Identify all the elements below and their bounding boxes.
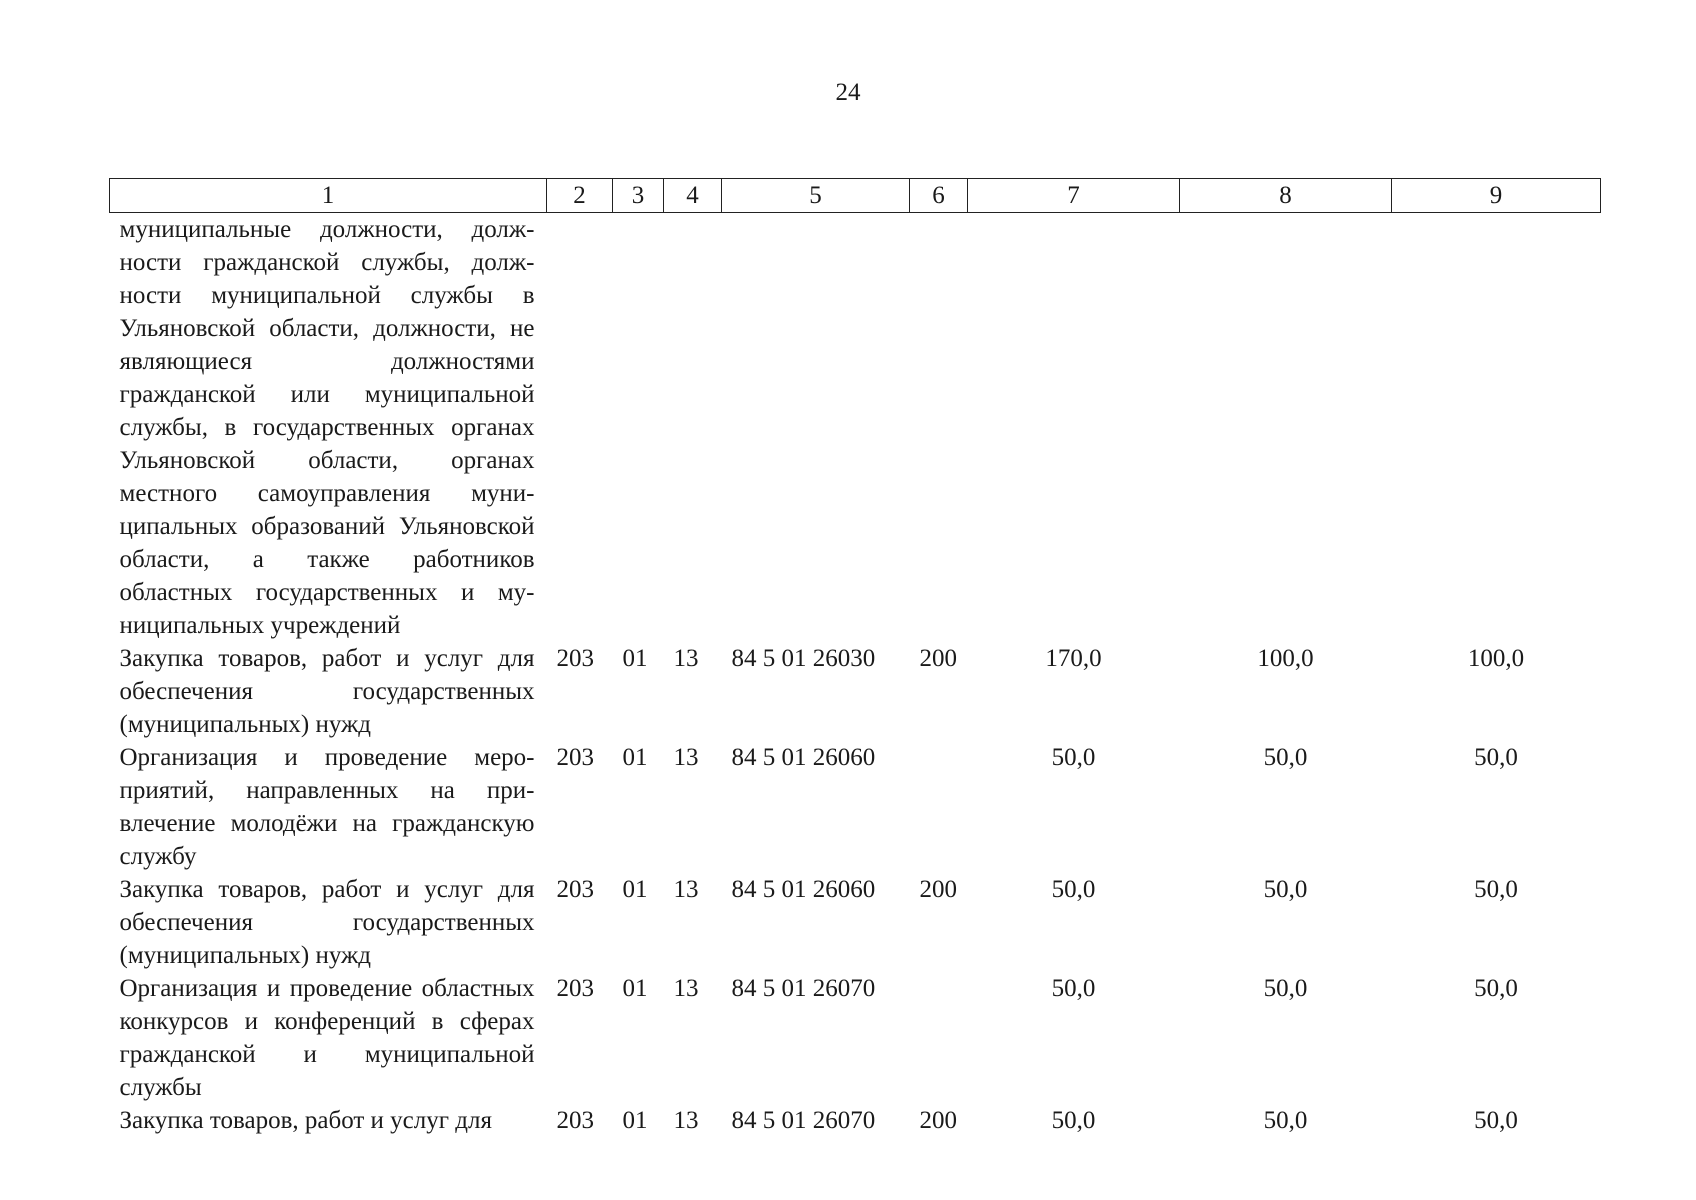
expense-type-code: 200 [919,876,957,903]
target-article-code: 84 5 01 26060 [731,744,876,771]
column-header-1: 1 [110,179,547,213]
amount-col9: 100,0 [1467,645,1525,672]
section-code: 01 [622,876,648,903]
row-description: Закупка товаров, работ и услуг для [119,1107,492,1134]
column-header-4: 4 [664,179,722,213]
amount-col7: 170,0 [1045,645,1102,672]
column-header-2: 2 [547,179,613,213]
row-description: муниципальные должности, должности гражданской службы, должности муниципальной службы в Ульяновской области, должности, не являющиеся должностями гражданской или муниципальной службы, в государственных органах Ульяновской области, органах местного самоуправления муниципальных образований Ульяновской области, а также работников областных государственных и муниципальных учреждений [119,216,535,639]
column-header-6: 6 [910,179,968,213]
admin-code: 203 [556,744,594,771]
column-header-5: 5 [722,179,910,213]
table-row [110,213,1601,643]
amount-col7: 50,0 [1051,744,1096,771]
budget-table [109,178,1601,1137]
page-number: 24 [835,79,861,106]
table-row [110,1104,1601,1137]
target-article-code: 84 5 01 26070 [731,1107,876,1134]
table-row [110,873,1601,972]
target-article-code: 84 5 01 26070 [731,975,876,1002]
admin-code: 203 [556,876,594,903]
expense-type-code [910,972,968,1104]
section-code: 01 [622,1107,648,1134]
subsection-code: 13 [673,744,699,771]
table-row [110,642,1601,741]
amount-col7: 50,0 [1051,1107,1096,1134]
amount-col9: 50,0 [1474,876,1518,903]
amount-col7 [968,213,1180,643]
subsection-code [664,213,722,643]
admin-code: 203 [556,1107,594,1134]
table-header-row [110,179,1601,213]
amount-col9: 50,0 [1474,744,1518,771]
expense-type-code [910,741,968,873]
amount-col8: 50,0 [1263,744,1308,771]
section-code [613,213,664,643]
amount-col8 [1180,213,1392,643]
admin-code: 203 [556,645,594,672]
expense-type-code [910,213,968,643]
target-article-code [722,213,910,643]
subsection-code: 13 [673,645,699,672]
row-description: Организация и проведение мероприятий, направленных на привлечение молодёжи на гражданскую службу [119,744,535,870]
target-article-code: 84 5 01 26030 [731,645,876,672]
amount-col9: 50,0 [1474,1107,1518,1134]
amount-col9: 50,0 [1474,975,1518,1002]
section-code: 01 [622,975,648,1002]
column-header-7: 7 [968,179,1180,213]
column-header-8: 8 [1180,179,1392,213]
row-description: Организация и проведение областных конкурсов и конференций в сферах гражданской и муниципальной службы [119,975,535,1101]
subsection-code: 13 [673,876,699,903]
section-code: 01 [622,744,648,771]
target-article-code: 84 5 01 26060 [731,876,876,903]
section-code: 01 [622,645,648,672]
admin-code [547,213,613,643]
amount-col8: 50,0 [1263,876,1308,903]
row-description: Закупка товаров, работ и услуг для обеспечения государственных (муниципальных) нужд [119,876,535,969]
amount-col9 [1392,213,1601,643]
admin-code: 203 [556,975,594,1002]
subsection-code: 13 [673,1107,699,1134]
amount-col7: 50,0 [1051,876,1096,903]
row-description: Закупка товаров, работ и услуг для обеспечения государственных (муниципальных) нужд [119,645,535,738]
column-header-9: 9 [1392,179,1601,213]
amount-col8: 50,0 [1263,975,1308,1002]
amount-col8: 100,0 [1257,645,1314,672]
table-row [110,972,1601,1104]
amount-col8: 50,0 [1263,1107,1308,1134]
expense-type-code: 200 [919,645,957,672]
subsection-code: 13 [673,975,699,1002]
expense-type-code: 200 [919,1107,957,1134]
table-row [110,741,1601,873]
amount-col7: 50,0 [1051,975,1096,1002]
column-header-3: 3 [613,179,664,213]
